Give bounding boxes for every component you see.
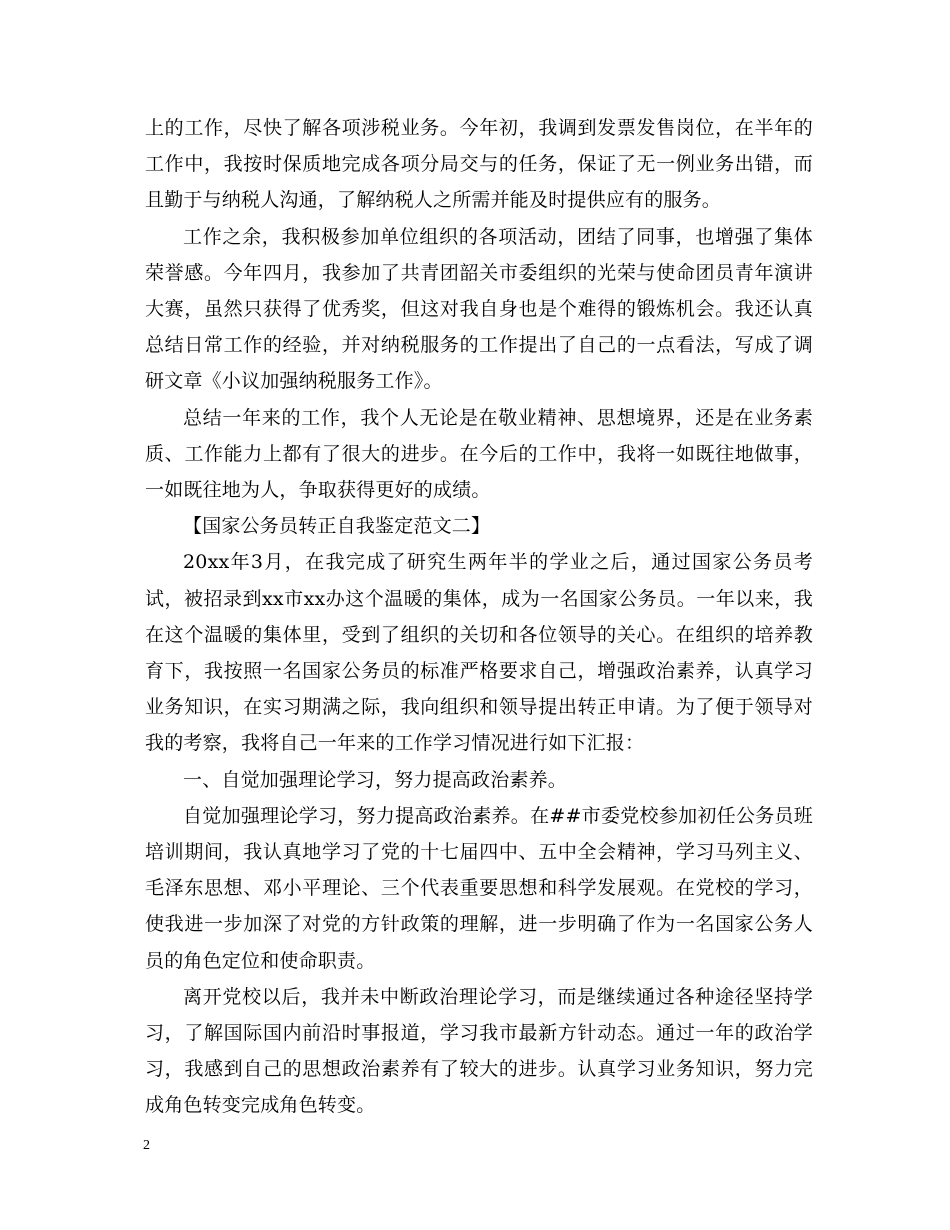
paragraph: 20xx年3月，在我完成了研究生两年半的学业之后，通过国家公务员考试，被招录到xx市xx办这个温暖的集体，成为一名国家公务员。一年以来，我在这个温暖的集体里，受到了组织的关切和各位领导的关心。在组织的培养教育下，我按照一名国家公务员的标准严格要求自己，增强政治素养，认真学习业务知识，在实习期满之际，我向组织和领导提出转正申请。为了便于领导对我的考察，我将自己一年来的工作学习情况进行如下汇报： — [145, 551, 813, 755]
paragraph: 总结一年来的工作，我个人无论是在敬业精神、思想境界，还是在业务素质、工作能力上都有了很大的进步。在今后的工作中，我将一如既往地做事，一如既往地为人，争取获得更好的成绩。 — [145, 406, 813, 502]
paragraph: 自觉加强理论学习，努力提高政治素养。在##市委党校参加初任公务员班培训期间，我认真地学习了党的十七届四中、五中全会精神，学习马列主义、毛泽东思想、邓小平理论、三个代表重要思想和科学发展观。在党校的学习，使我进一步加深了对党的方针政策的理解，进一步明确了作为一名国家公务人员的角色定位和使命职责。 — [145, 804, 813, 972]
paragraph: 离开党校以后，我并未中断政治理论学习，而是继续通过各种途径坚持学习，了解国际国内前沿时事报道，学习我市最新方针动态。通过一年的政治学习，我感到自己的思想政治素养有了较大的进步。认真学习业务知识，努力完成角色转变完成角色转变。 — [145, 985, 813, 1117]
document-body — [145, 110, 813, 1124]
paragraph: 上的工作，尽快了解各项涉税业务。今年初，我调到发票发售岗位，在半年的工作中，我按时保质地完成各项分局交与的任务，保证了无一例业务出错，而且勤于与纳税人沟通，了解纳税人之所需并能及时提供应有的服务。 — [145, 117, 813, 212]
section-heading: 【国家公务员转正自我鉴定范文二】 — [183, 515, 491, 538]
paragraph: 工作之余，我积极参加单位组织的各项活动，团结了同事，也增强了集体荣誉感。今年四月，我参加了共青团韶关市委组织的光荣与使命团员青年演讲大赛，虽然只获得了优秀奖，但这对我自身也是个难得的锻炼机会。我还认真总结日常工作的经验，并对纳税服务的工作提出了自己的一点看法，写成了调研文章《小议加强纳税服务工作》。 — [145, 225, 813, 393]
subsection-heading: 一、自觉加强理论学习，努力提高政治素养。 — [183, 768, 568, 791]
page-number: 2 — [143, 1138, 150, 1153]
